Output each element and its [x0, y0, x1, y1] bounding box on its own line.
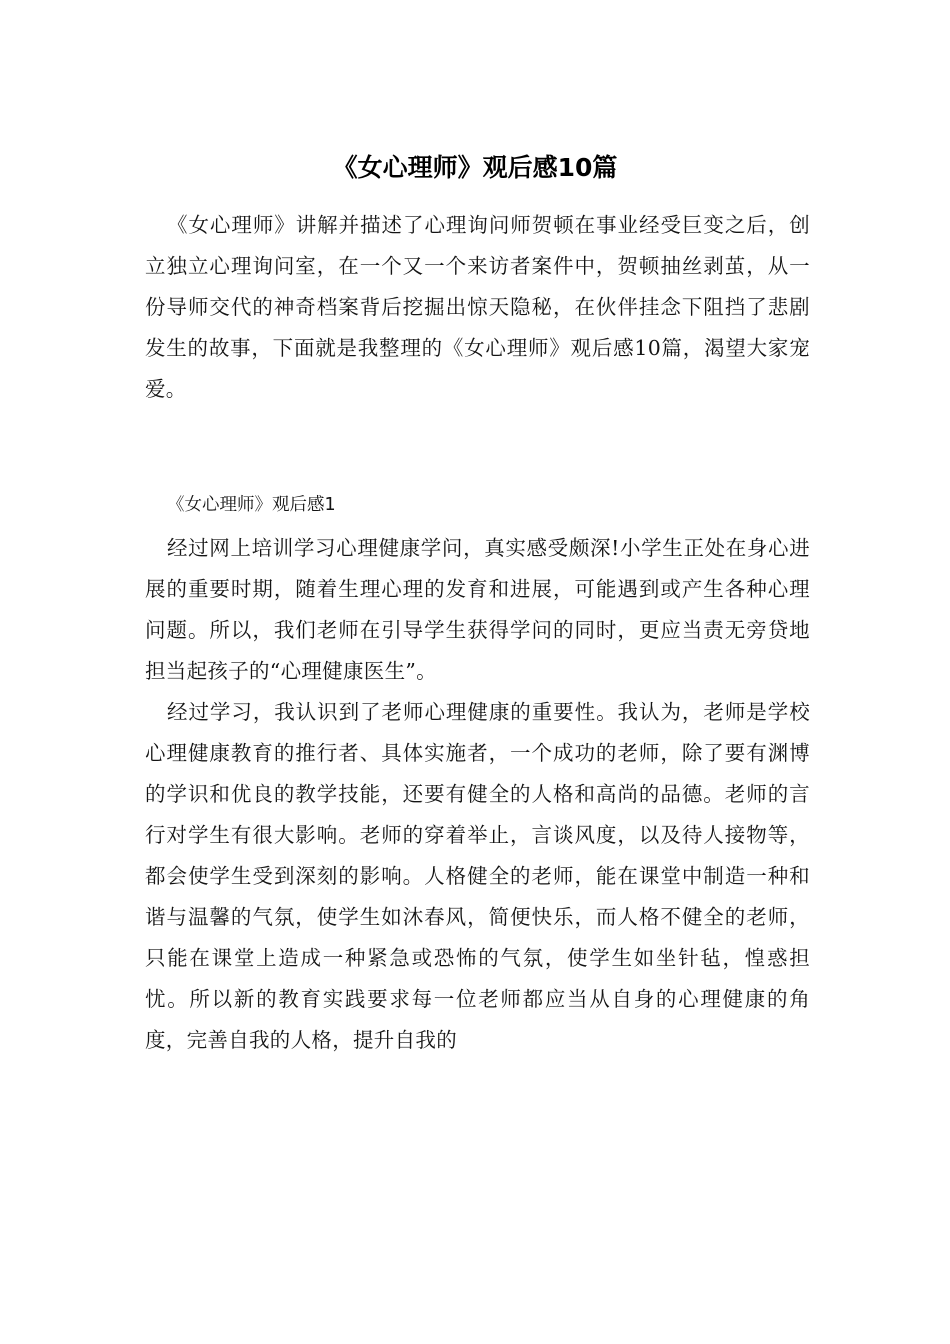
section-heading: 《女心理师》观后感1	[167, 495, 336, 515]
intro-paragraph: 《女心理师》讲解并描述了心理询问师贺顿在事业经受巨变之后，创立独立心理询问室，在一个又一个来访者案件中，贺顿抽丝剥茧，从一份导师交代的神奇档案背后挖掘出惊天隐秘，在伙伴挂念下阻挡了悲剧发生的故事，下面就是我整理的《女心理师》观后感10篇，渴望大家宠爱。	[145, 213, 810, 401]
body-paragraph-2: 经过学习，我认识到了老师心理健康的重要性。我认为，老师是学校心理健康教育的推行者、具体实施者，一个成功的老师，除了要有渊博的学识和优良的教学技能，还要有健全的人格和高尚的品德。老师的言行对学生有很大影响。老师的穿着举止，言谈风度，以及待人接物等，都会使学生受到深刻的影响。人格健全的老师，能在课堂中制造一种和谐与温馨的气氛，使学生如沐春风，简便快乐，而人格不健全的老师，只能在课堂上造成一种紧急或恐怖的气氛，使学生如坐针毡，惶惑担忧。所以新的教育实践要求每一位老师都应当从自身的心理健康的角度，完善自我的人格，提升自我的	[145, 700, 810, 1052]
body-paragraph-1: 经过网上培训学习心理健康学问，真实感受颇深!小学生正处在身心进展的重要时期，随着生理心理的发育和进展，可能遇到或产生各种心理问题。所以，我们老师在引导学生获得学问的同时，更应当责无旁贷地担当起孩子的“心理健康医生”。	[145, 536, 810, 683]
document-title: 《女心理师》观后感10篇	[332, 153, 618, 182]
document-body	[145, 205, 810, 1061]
